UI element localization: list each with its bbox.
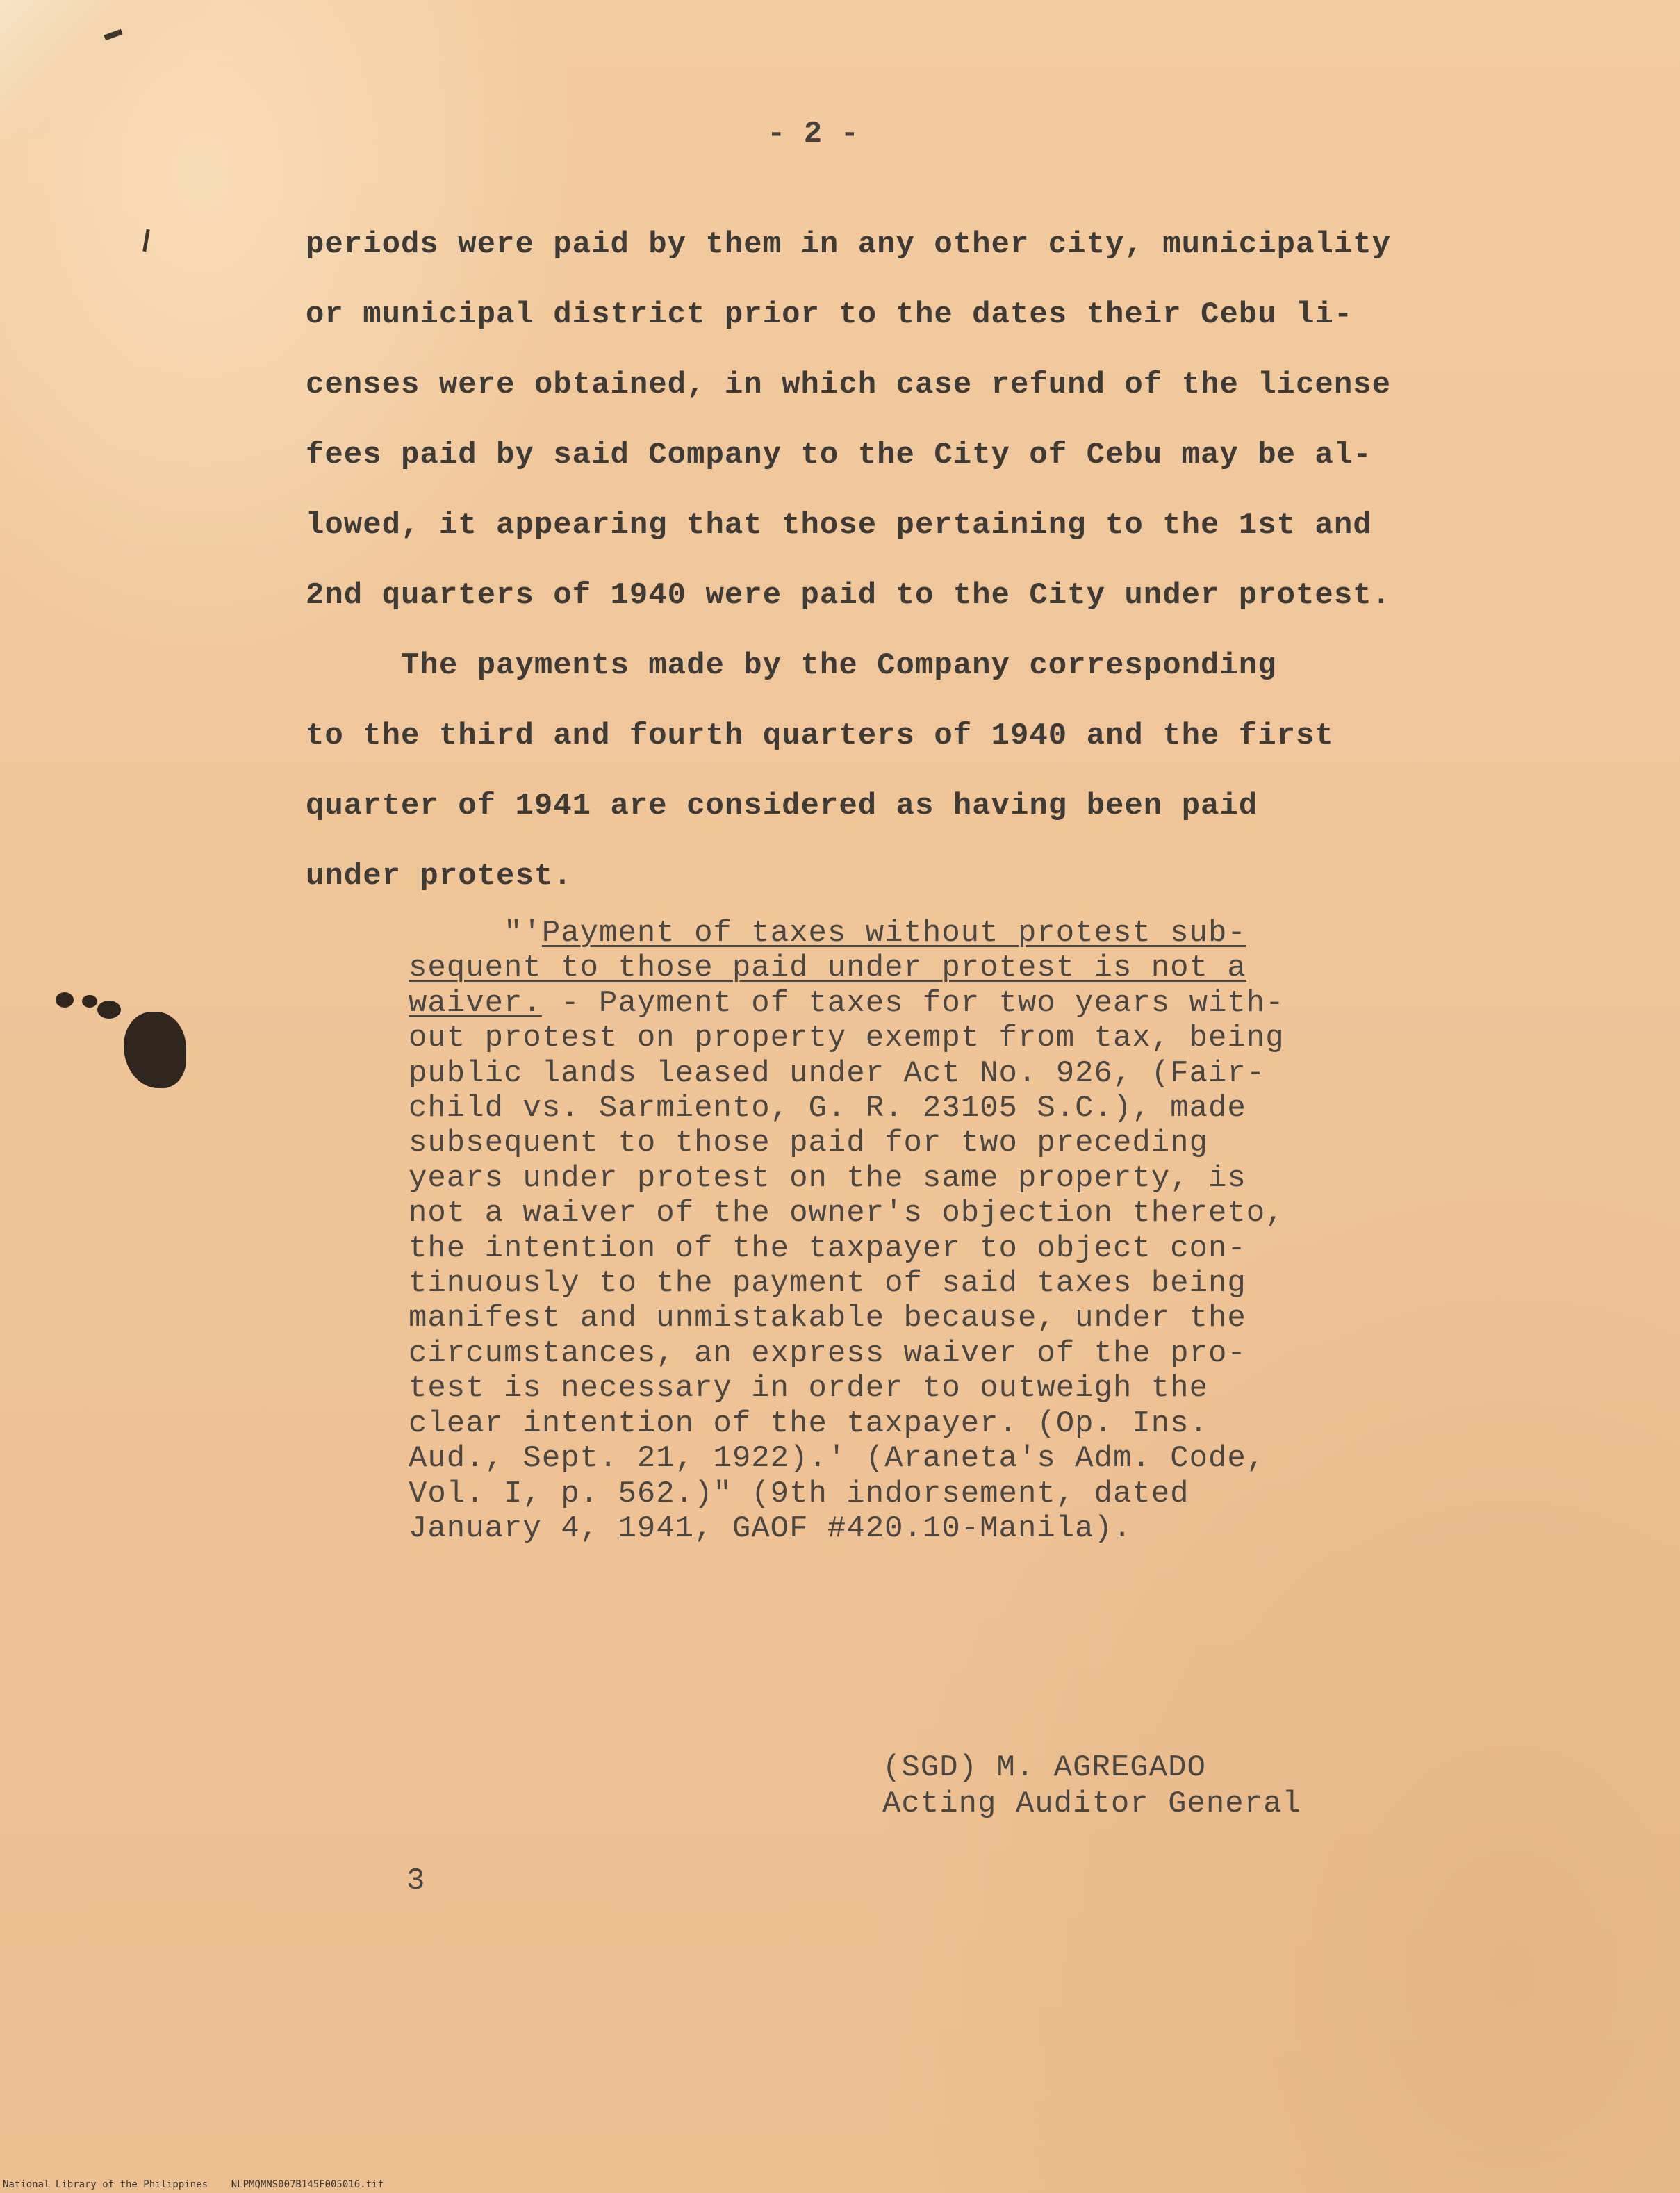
- quote-line: the intention of the taxpayer to object con-: [409, 1231, 1246, 1266]
- signatory-name: (SGD) M. AGREGADO: [882, 1750, 1206, 1785]
- quote-line: manifest and unmistakable because, under the: [409, 1301, 1246, 1336]
- quote-line: public lands leased under Act No. 926, (Fair-: [409, 1056, 1266, 1091]
- worn-corner: [0, 0, 208, 139]
- quote-text: - Payment of taxes for two years with-: [541, 985, 1285, 1021]
- footer-number: 3: [406, 1864, 425, 1898]
- quote-line: January 4, 1941, GAOF #420.10-Manila).: [409, 1511, 1133, 1546]
- stray-mark: [142, 229, 149, 252]
- body-line: periods were paid by them in any other city, municipality: [306, 227, 1392, 262]
- quote-line: subsequent to those paid for two preceding: [409, 1126, 1208, 1161]
- quote-line: circumstances, an express waiver of the pro-: [409, 1336, 1246, 1371]
- quote-line: clear intention of the taxpayer. (Op. Ins.: [409, 1406, 1208, 1441]
- quoted-ruling: [409, 916, 1423, 1546]
- body-line: 2nd quarters of 1940 were paid to the City under protest.: [306, 578, 1392, 613]
- underlined-heading: Payment of taxes without protest sub-: [541, 916, 1246, 951]
- body-line: censes were obtained, in which case refund of the license: [306, 368, 1392, 402]
- body-line: to the third and fourth quarters of 1940 and the first: [306, 718, 1334, 753]
- body-line: The payments made by the Company corresponding: [306, 648, 1277, 683]
- quote-line: child vs. Sarmiento, G. R. 23105 S.C.), made: [409, 1091, 1246, 1126]
- body-line: fees paid by said Company to the City of Cebu may be al-: [306, 438, 1372, 473]
- ink-blot: [82, 995, 97, 1008]
- quote-line: years under protest on the same property, is: [409, 1160, 1246, 1196]
- body-line: under protest.: [306, 859, 573, 894]
- body-line: or municipal district prior to the dates their Cebu li-: [306, 297, 1353, 332]
- signatory-title: Acting Auditor General: [882, 1787, 1301, 1821]
- quote-line: tinuously to the payment of said taxes being: [409, 1266, 1246, 1301]
- archive-footer: National Library of the Philippines NLPMQMNS007B145F005016.tif: [3, 2179, 384, 2190]
- body-line: quarter of 1941 are considered as having been paid: [306, 789, 1258, 823]
- quote-line: Aud., Sept. 21, 1922).' (Araneta's Adm. Code,: [409, 1441, 1266, 1477]
- ink-blot: [97, 1001, 121, 1019]
- quote-line: test is necessary in order to outweigh the: [409, 1371, 1208, 1406]
- body-paragraphs: [306, 210, 1501, 912]
- quote-line: not a waiver of the owner's objection thereto,: [409, 1196, 1285, 1231]
- signature-block: [882, 1750, 1301, 1822]
- underlined-heading: waiver.: [409, 985, 542, 1021]
- quote-line: [409, 951, 1423, 985]
- ink-blot: [56, 992, 74, 1008]
- quote-line: out protest on property exempt from tax, being: [409, 1021, 1285, 1056]
- body-line: lowed, it appearing that those pertaining to the 1st and: [306, 508, 1372, 543]
- quote-line: [409, 916, 1423, 951]
- ink-blot: [124, 1012, 186, 1088]
- quote-line: Vol. I, p. 562.)" (9th indorsement, dated: [409, 1476, 1189, 1511]
- underlined-heading: sequent to those paid under protest is not a: [409, 951, 1246, 986]
- quote-line: [409, 986, 1423, 1021]
- quote-prefix: "': [409, 916, 542, 951]
- page-number: - 2 -: [766, 117, 859, 151]
